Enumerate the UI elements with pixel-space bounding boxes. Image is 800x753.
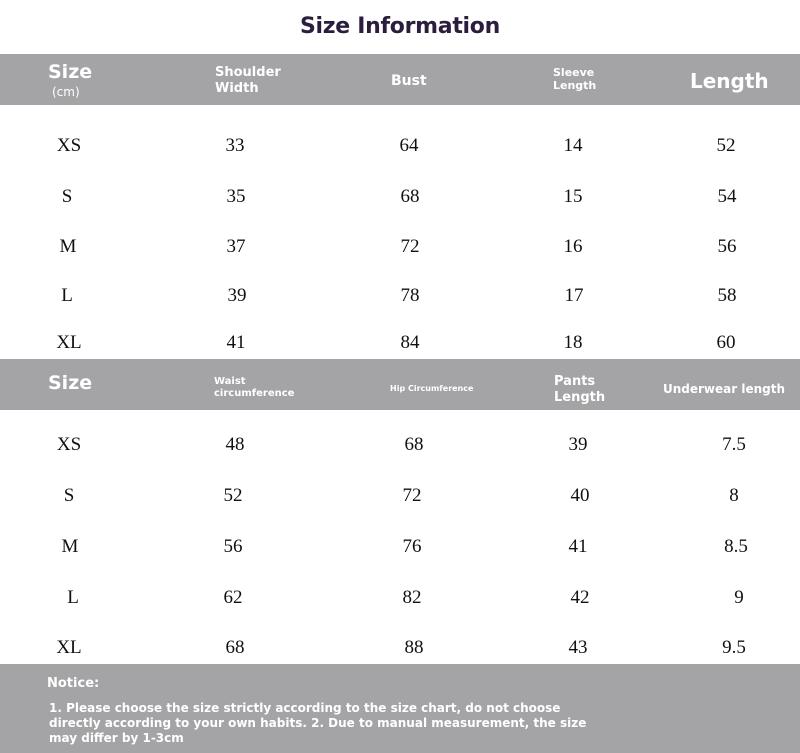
header-underwear-length: Underwear length	[663, 382, 786, 396]
table-row	[0, 434, 800, 464]
table-row	[0, 135, 800, 165]
table-row	[0, 332, 800, 362]
pants-length-cell: 39	[568, 434, 588, 455]
shoulder-width-cell: 37	[226, 236, 246, 257]
bust-cell: 84	[400, 332, 420, 353]
header-size: Size	[48, 372, 93, 394]
size-cell: XL	[56, 637, 82, 658]
sleeve-length-cell: 18	[563, 332, 583, 353]
size-cell: XS	[56, 135, 82, 156]
hip-cell: 82	[402, 587, 422, 608]
bust-cell: 64	[399, 135, 419, 156]
length-cell: 60	[716, 332, 736, 353]
top-table-header	[0, 54, 800, 105]
underwear-length-cell: 9.5	[722, 637, 746, 658]
table-row	[0, 536, 800, 566]
pants-length-cell: 41	[568, 536, 588, 557]
bust-cell: 68	[400, 186, 420, 207]
hip-cell: 68	[404, 434, 424, 455]
sleeve-length-cell: 17	[564, 285, 584, 306]
header-length: Length	[690, 69, 769, 93]
table-row	[0, 485, 800, 515]
length-cell: 58	[717, 285, 737, 306]
size-cell: S	[63, 485, 75, 506]
table-row	[0, 285, 800, 315]
shoulder-width-cell: 39	[227, 285, 247, 306]
length-cell: 52	[716, 135, 736, 156]
shoulder-width-cell: 33	[225, 135, 245, 156]
size-cell: M	[61, 536, 79, 557]
notice-title: Notice:	[47, 676, 100, 691]
table-row	[0, 587, 800, 617]
underwear-length-cell: 7.5	[722, 434, 746, 455]
length-cell: 56	[717, 236, 737, 257]
shoulder-width-cell: 41	[226, 332, 246, 353]
pants-length-cell: 42	[570, 587, 590, 608]
bust-cell: 78	[400, 285, 420, 306]
underwear-length-cell: 8.5	[724, 536, 748, 557]
header-waist: Waist circumference	[214, 376, 295, 399]
sleeve-length-cell: 14	[563, 135, 583, 156]
table-row	[0, 637, 800, 667]
bust-cell: 72	[400, 236, 420, 257]
size-cell: XL	[56, 332, 82, 353]
underwear-length-cell: 9	[734, 587, 744, 608]
header-shoulder-width: Shoulder Width	[215, 65, 281, 96]
header-bust: Bust	[391, 73, 427, 89]
size-cell: XS	[56, 434, 82, 455]
header-sleeve-length: Sleeve Length	[553, 66, 597, 93]
page-title: Size Information	[300, 14, 500, 39]
table-row	[0, 236, 800, 266]
header-unit: (cm)	[52, 85, 80, 99]
notice-body: 1. Please choose the size strictly according to the size chart, do not choose directly according to your own habits. 2. Due to manual measurement, the size may differ by 1-3cm	[49, 701, 587, 745]
size-cell: S	[61, 186, 73, 207]
waist-cell: 48	[225, 434, 245, 455]
hip-cell: 72	[402, 485, 422, 506]
header-size: Size	[48, 61, 93, 83]
header-pants-length: Pants Length	[554, 374, 606, 405]
header-hip: Hip Circumference	[390, 384, 474, 393]
size-cell: L	[67, 587, 79, 608]
pants-length-cell: 40	[570, 485, 590, 506]
size-cell: L	[61, 285, 73, 306]
sleeve-length-cell: 15	[563, 186, 583, 207]
waist-cell: 62	[223, 587, 243, 608]
table-row	[0, 186, 800, 216]
hip-cell: 76	[402, 536, 422, 557]
hip-cell: 88	[404, 637, 424, 658]
waist-cell: 56	[223, 536, 243, 557]
length-cell: 54	[717, 186, 737, 207]
waist-cell: 52	[223, 485, 243, 506]
waist-cell: 68	[225, 637, 245, 658]
sleeve-length-cell: 16	[563, 236, 583, 257]
notice-panel	[0, 664, 800, 753]
shoulder-width-cell: 35	[226, 186, 246, 207]
underwear-length-cell: 8	[729, 485, 739, 506]
size-cell: M	[59, 236, 77, 257]
bottom-table-header	[0, 359, 800, 410]
pants-length-cell: 43	[568, 637, 588, 658]
